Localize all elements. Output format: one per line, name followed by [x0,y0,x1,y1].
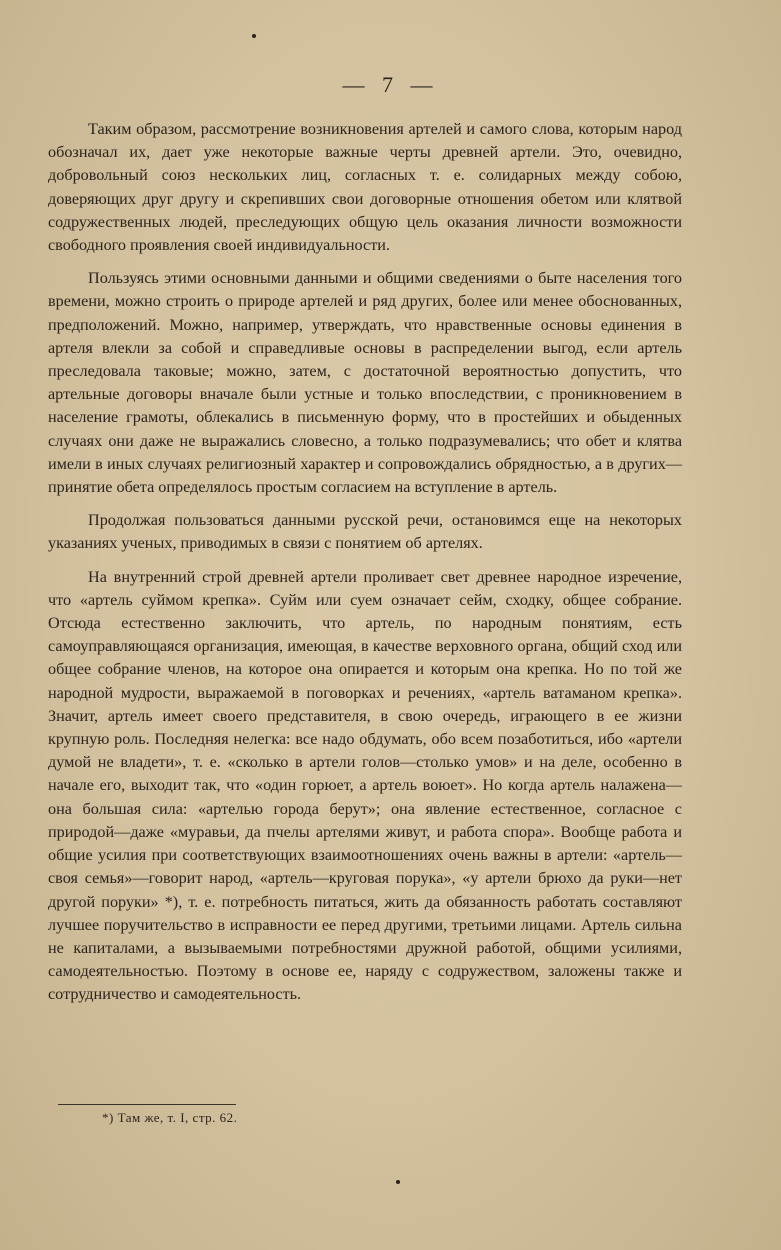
paragraph-1: Таким образом, рассмотрение возникновения артелей и самого слова, которым народ обозначал их, дает уже некоторые важные черты древней артели. Это, очевидно, добровольный союз нескольких лиц, согласных т. е. солидарных между собою, доверяющих друг другу и скрепивших свои договорные отношения обетом или клятвой содружественных людей, преследующих общую цель оказания личности возможности свободного проявления своей индивидуальности. [48,120,682,255]
ink-spot [396,1180,400,1184]
footnote: *) Там же, т. I, стр. 62. [102,1110,238,1125]
ink-spot [252,34,256,38]
footnote-divider [58,1104,236,1105]
body-text [48,118,682,1017]
paragraph-2: Пользуясь этими основными данными и общими сведениями о быте населения того времени, можно строить о природе артелей и ряд других, более или менее обоснованных, предположений. Можно, например, утверждать, что нравственные основы единения в артеля влекли за собой и справедливые основы в распределении выгод, если артель преследовала таковые; можно, затем, с достаточной вероятностью допустить, что артельные договоры вначале были устные и только впоследствии, с проникновением в население грамоты, облекались в письменную форму, что в простейших и обыденных случаях они даже не выражались словесно, а только подразумевались; что обет и клятва имели в иных случаях религиозный характер и сопровождались обрядностью, а в других—принятие обета определялось простым согласием на вступление в артель. [48,269,682,497]
paragraph-4: На внутренний строй древней артели проливает свет древнее народное изречение, что «артель суймом крепка». Суйм или суем означает сейм, сходку, общее собрание. Отсюда естественно заключить, что артель, по народным понятиям, есть самоуправляющаяся организация, имеющая, в качестве верховного органа, общий сход или общее собрание членов, на которое она опирается и которым она крепка. Но по той же народной мудрости, выражаемой в поговорках и речениях, «артель ватаманом крепка». Значит, артель имеет своего представителя, в свою очередь, играющего в ее жизни крупную роль. Последняя нелегка: все надо обдумать, обо всем позаботиться, ибо «артели думой не владети», т. е. «сколько в артели голов—столько умов» и на деле, особенно в начале его, выходит так, что «один горюет, а артель воюет». Но когда артель налажена—она большая сила: «артелью города берут»; она явление естественное, согласное с природой—даже «муравьи, да пчелы артелями живут, и работа спора». Вообще работа и общие усилия при соответствующих взаимоотношениях очень важны в артели: «артель—своя семья»—говорит народ, «артель—круговая порука», «у артели брюхо да руки—нет другой поруки» *), т. е. потребность питаться, жить да обязанность работать составляют лучшее поручительство в исправности ее перед другими, третьими лицами. Артель сильна не капиталами, а вызываемыми потребностями дружной работой, общими усилиями, самодеятельностью. Поэтому в основе ее, наряду с содружеством, заложены также и сотрудничество и самодеятельность. [48,567,682,1004]
page-number: — 7 — [342,72,439,97]
paragraph-3: Продолжая пользоваться данными русской речи, остановимся еще на некоторых указаниях ученых, приводимых в связи с понятием об артелях. [48,511,682,553]
